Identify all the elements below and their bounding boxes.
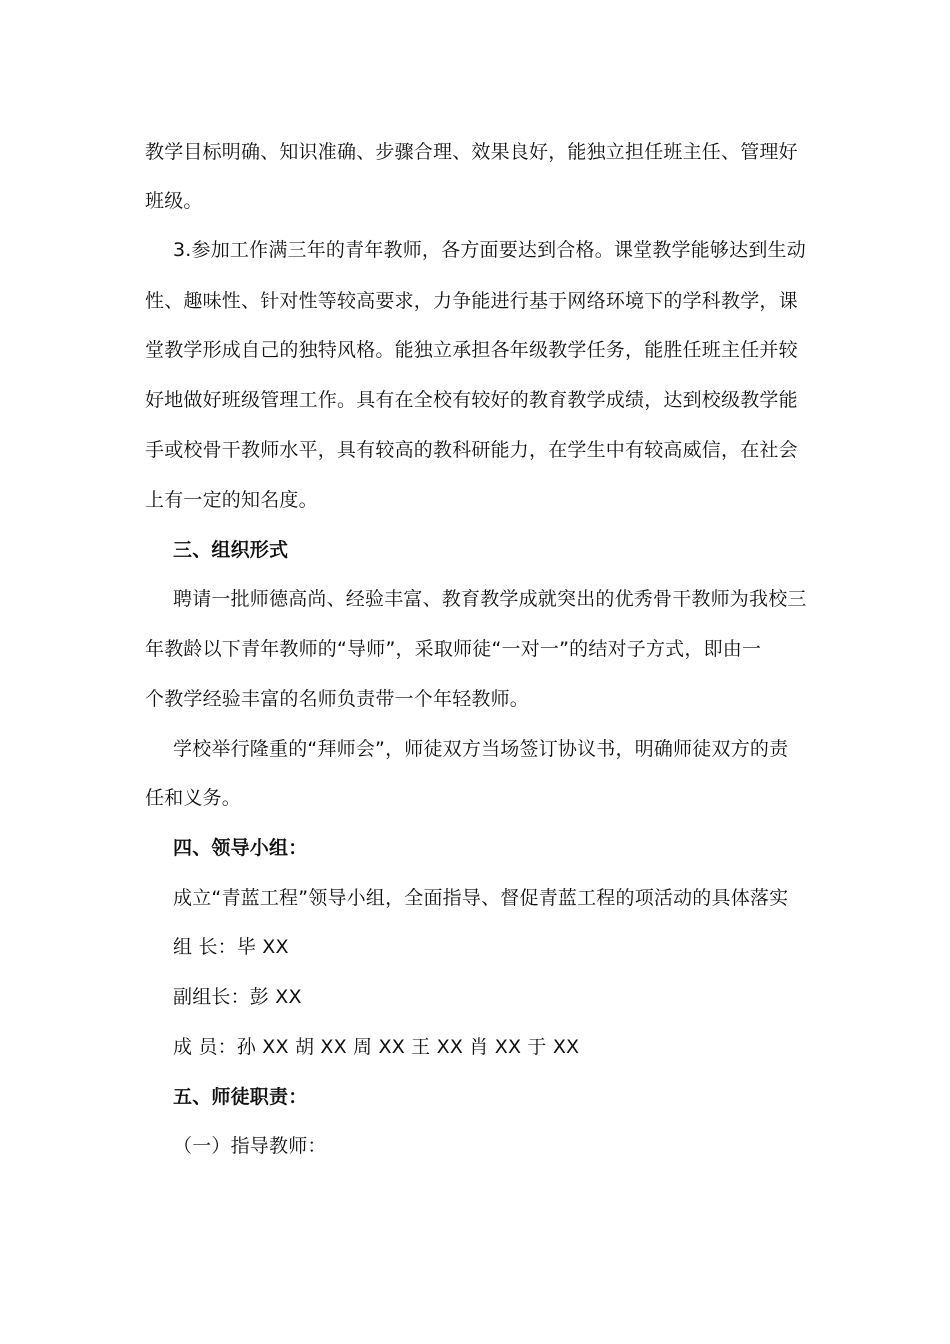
paragraph-line: 班级。	[145, 190, 203, 212]
paragraph-line: 好地做好班级管理工作。具有在全校有较好的教育教学成绩，达到校级教学能	[145, 389, 798, 411]
paragraph-line: 聘请一批师德高尚、经验丰富、教育教学成就突出的优秀骨干教师为我校三	[173, 588, 807, 610]
member-line: 组 长：毕 XX	[173, 936, 289, 958]
paragraph-line: 年教龄以下青年教师的“导师”，采取师徒“一对一”的结对子方式，即由一	[145, 638, 762, 660]
member-line: 成 员：孙 XX 胡 XX 周 XX 王 XX 肖 XX 于 XX	[173, 1036, 580, 1058]
paragraph-line: 学校举行隆重的“拜师会”，师徒双方当场签订协议书，明确师徒双方的责	[173, 738, 789, 760]
subsection-heading: （一）指导教师：	[173, 1135, 327, 1157]
paragraph-line: 个教学经验丰富的名师负责带一个年轻教师。	[145, 688, 530, 710]
paragraph-line: 任和义务。	[145, 787, 242, 809]
section-heading: 五、师徒职责：	[173, 1086, 308, 1108]
paragraph-line: 教学目标明确、知识准确、步骤合理、效果良好，能独立担任班主任、管理好	[145, 141, 798, 163]
paragraph-line: 性、趣味性、针对性等较高要求，力争能进行基于网络环境下的学科教学，课	[145, 290, 798, 312]
paragraph-line: 3.参加工作满三年的青年教师，各方面要达到合格。课堂教学能够达到生动	[173, 239, 806, 261]
member-line: 副组长：彭 XX	[173, 986, 302, 1008]
paragraph-line: 上有一定的知名度。	[145, 489, 318, 511]
section-heading: 四、领导小组：	[173, 837, 308, 859]
section-heading: 三、组织形式	[173, 539, 289, 561]
paragraph-line: 成立“青蓝工程”领导小组，全面指导、督促青蓝工程的项活动的具体落实	[173, 887, 789, 909]
paragraph-line: 手或校骨干教师水平，具有较高的教科研能力，在学生中有较高威信，在社会	[145, 439, 798, 461]
paragraph-line: 堂教学形成自己的独特风格。能独立承担各年级教学任务，能胜任班主任并较	[145, 339, 798, 361]
